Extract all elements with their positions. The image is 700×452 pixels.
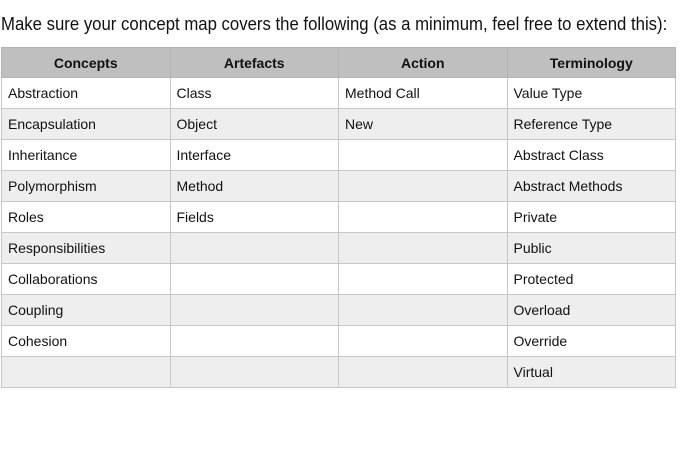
terminology-cell: Virtual <box>507 357 676 388</box>
intro-text: Make sure your concept map covers the following (as a minimum, feel free to extend this): <box>1 13 668 34</box>
table-row <box>2 295 676 326</box>
terminology-cell: Overload <box>507 295 676 326</box>
table-header <box>2 48 676 78</box>
table-row <box>2 171 676 202</box>
action-cell: New <box>339 109 508 140</box>
concept-map-table <box>1 47 676 388</box>
artefact-cell: Interface <box>170 140 339 171</box>
action-cell <box>339 326 508 357</box>
terminology-cell: Abstract Methods <box>507 171 676 202</box>
concept-cell: Collaborations <box>2 264 171 295</box>
concept-cell: Encapsulation <box>2 109 171 140</box>
concept-cell: Polymorphism <box>2 171 171 202</box>
concept-cell: Cohesion <box>2 326 171 357</box>
header-row <box>2 48 676 78</box>
terminology-cell: Value Type <box>507 78 676 109</box>
table-row <box>2 326 676 357</box>
table-row <box>2 264 676 295</box>
action-cell <box>339 264 508 295</box>
concept-cell: Coupling <box>2 295 171 326</box>
concept-cell: Responsibilities <box>2 233 171 264</box>
action-cell <box>339 140 508 171</box>
action-cell <box>339 233 508 264</box>
artefact-cell <box>170 326 339 357</box>
header-artefacts: Artefacts <box>170 48 339 78</box>
terminology-cell: Override <box>507 326 676 357</box>
terminology-cell: Public <box>507 233 676 264</box>
header-terminology: Terminology <box>507 48 676 78</box>
header-concepts: Concepts <box>2 48 171 78</box>
artefact-cell <box>170 233 339 264</box>
artefact-cell: Object <box>170 109 339 140</box>
table-row <box>2 109 676 140</box>
action-cell <box>339 202 508 233</box>
concept-cell: Abstraction <box>2 78 171 109</box>
action-cell: Method Call <box>339 78 508 109</box>
table-row <box>2 233 676 264</box>
artefact-cell: Fields <box>170 202 339 233</box>
artefact-cell <box>170 264 339 295</box>
action-cell <box>339 295 508 326</box>
artefact-cell: Method <box>170 171 339 202</box>
table-row <box>2 357 676 388</box>
action-cell <box>339 171 508 202</box>
table-row <box>2 202 676 233</box>
artefact-cell: Class <box>170 78 339 109</box>
action-cell <box>339 357 508 388</box>
terminology-cell: Protected <box>507 264 676 295</box>
terminology-cell: Private <box>507 202 676 233</box>
terminology-cell: Abstract Class <box>507 140 676 171</box>
artefact-cell <box>170 295 339 326</box>
concept-cell <box>2 357 171 388</box>
table-row <box>2 140 676 171</box>
table-body <box>2 78 676 388</box>
concept-cell: Roles <box>2 202 171 233</box>
header-action: Action <box>339 48 508 78</box>
artefact-cell <box>170 357 339 388</box>
concept-cell: Inheritance <box>2 140 171 171</box>
table-row <box>2 78 676 109</box>
terminology-cell: Reference Type <box>507 109 676 140</box>
